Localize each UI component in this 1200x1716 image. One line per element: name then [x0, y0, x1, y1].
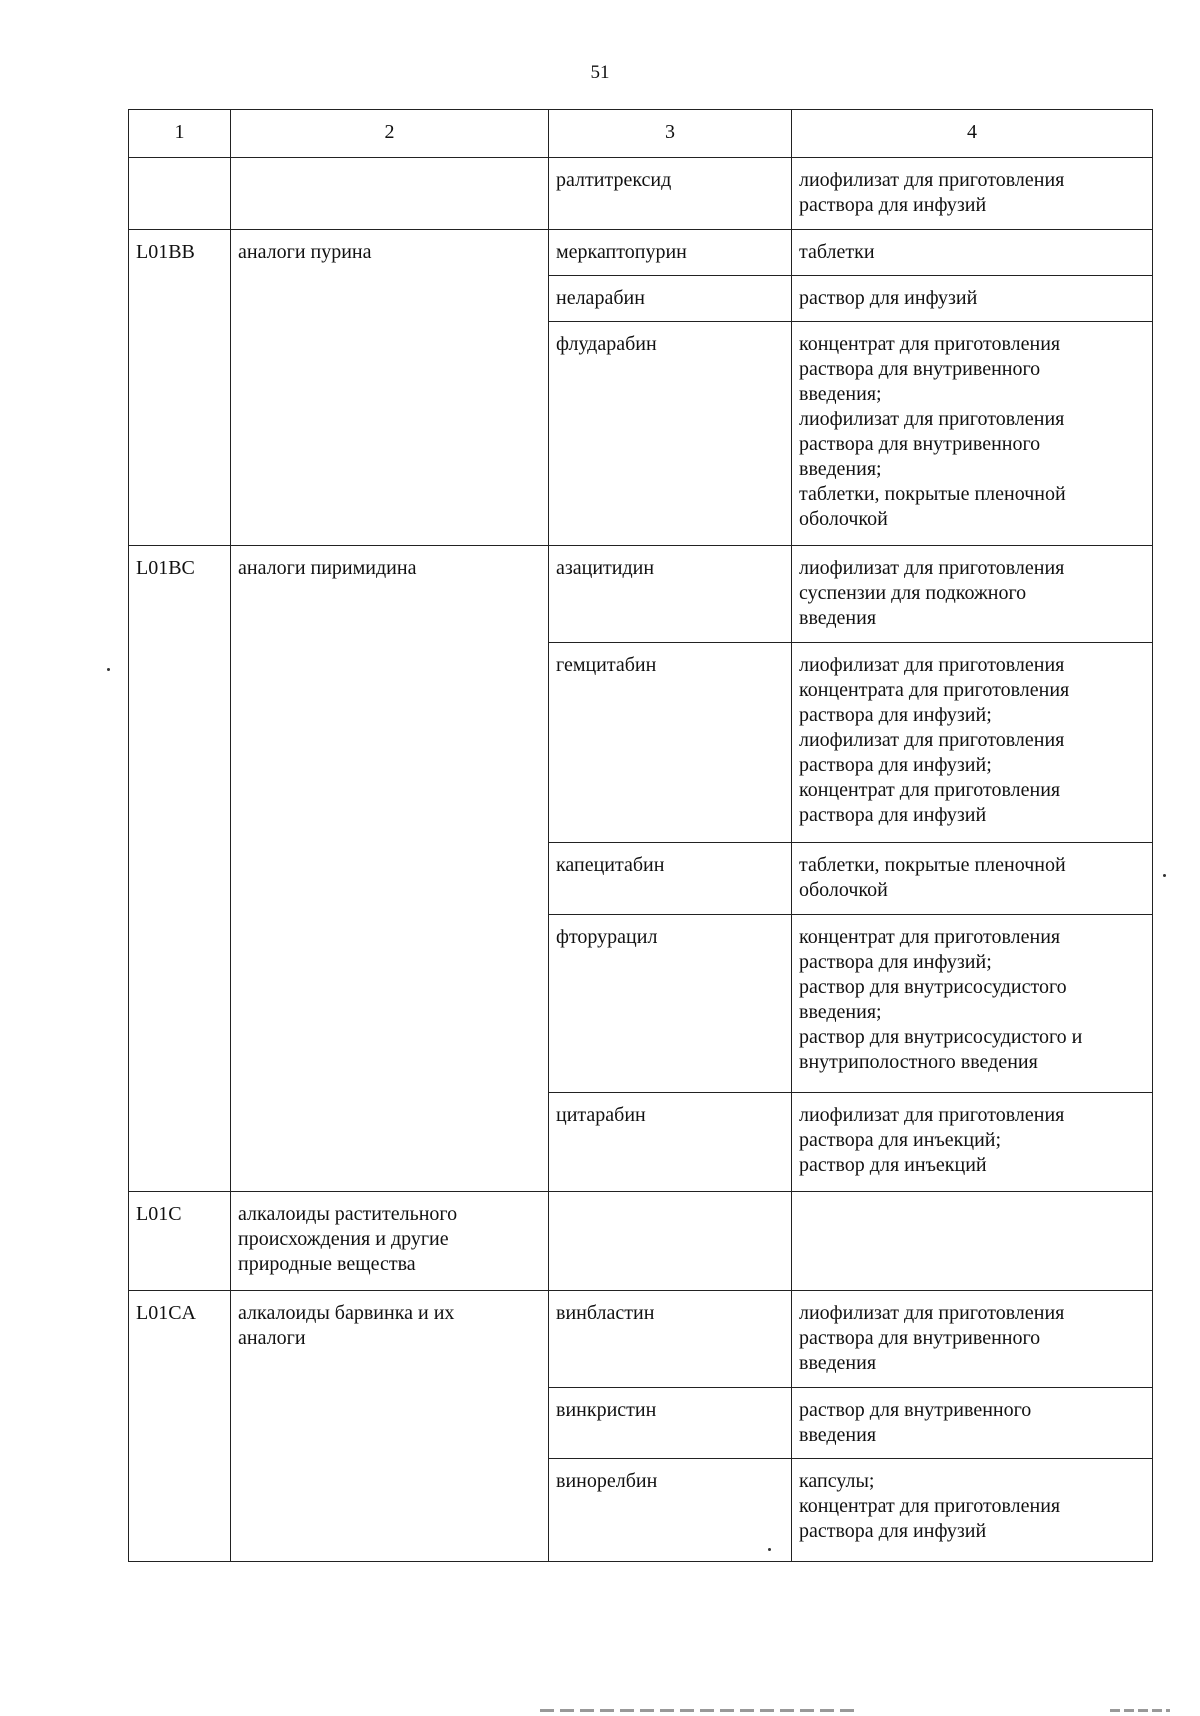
dosage-form-cell: концентрат для приготовления раствора для инфузий; раствор для внутрисосудистого введения; раствор для внутрисосудистого и внутриполостного введения [792, 915, 1153, 1093]
scan-speck [107, 668, 110, 671]
group-name-cell: алкалоиды барвинка и их аналоги [231, 1291, 549, 1562]
table-row [129, 1291, 1153, 1388]
medication-table [128, 109, 1153, 1562]
table-row [129, 546, 1153, 643]
atc-code-cell: L01BC [129, 546, 231, 1192]
drug-name-cell: винбластин [549, 1291, 792, 1388]
dosage-form-cell: лиофилизат для приготовления раствора для внутривенного введения [792, 1291, 1153, 1388]
drug-name-cell: цитарабин [549, 1093, 792, 1192]
header-cell: 4 [792, 110, 1153, 158]
dosage-form-cell: капсулы; концентрат для приготовления раствора для инфузий [792, 1459, 1153, 1562]
scan-speck [1163, 874, 1166, 877]
header-cell: 1 [129, 110, 231, 158]
drug-name-cell: неларабин [549, 276, 792, 322]
dosage-form-cell: таблетки, покрытые пленочной оболочкой [792, 843, 1153, 915]
drug-name-cell: ралтитрексид [549, 158, 792, 230]
drug-name-cell: винорелбин [549, 1459, 792, 1562]
table-header-row [129, 110, 1153, 158]
scan-edge-artifact [540, 1709, 860, 1712]
dosage-form-cell: раствор для инфузий [792, 276, 1153, 322]
drug-name-cell: меркаптопурин [549, 230, 792, 276]
dosage-form-cell [792, 1192, 1153, 1291]
atc-code-cell: L01C [129, 1192, 231, 1291]
dosage-form-cell: концентрат для приготовления раствора для внутривенного введения; лиофилизат для приготовления раствора для внутривенного введения; таблетки, покрытые пленочной оболочкой [792, 322, 1153, 546]
group-name-cell [231, 158, 549, 230]
group-name-cell: аналоги пурина [231, 230, 549, 546]
dosage-form-cell: лиофилизат для приготовления концентрата для приготовления раствора для инфузий; лиофилизат для приготовления раствора для инфузий; концентрат для приготовления раствора для инфузий [792, 643, 1153, 843]
table-row [129, 158, 1153, 230]
drug-name-cell: гемцитабин [549, 643, 792, 843]
drug-name-cell: винкристин [549, 1388, 792, 1459]
drug-name-cell: флударабин [549, 322, 792, 546]
header-cell: 2 [231, 110, 549, 158]
dosage-form-cell: лиофилизат для приготовления раствора для инъекций; раствор для инъекций [792, 1093, 1153, 1192]
dosage-form-cell: раствор для внутривенного введения [792, 1388, 1153, 1459]
header-cell: 3 [549, 110, 792, 158]
group-name-cell: аналоги пиримидина [231, 546, 549, 1192]
table-row [129, 230, 1153, 276]
atc-code-cell: L01BB [129, 230, 231, 546]
dosage-form-cell: таблетки [792, 230, 1153, 276]
drug-name-cell [549, 1192, 792, 1291]
dosage-form-cell: лиофилизат для приготовления раствора для инфузий [792, 158, 1153, 230]
page-number: 51 [590, 62, 610, 83]
atc-code-cell [129, 158, 231, 230]
group-name-cell: алкалоиды растительного происхождения и другие природные вещества [231, 1192, 549, 1291]
scan-speck [768, 1548, 771, 1551]
scan-edge-artifact [1110, 1709, 1170, 1712]
table-row [129, 1192, 1153, 1291]
drug-name-cell: фторурацил [549, 915, 792, 1093]
dosage-form-cell: лиофилизат для приготовления суспензии для подкожного введения [792, 546, 1153, 643]
atc-code-cell: L01CA [129, 1291, 231, 1562]
drug-name-cell: азацитидин [549, 546, 792, 643]
drug-name-cell: капецитабин [549, 843, 792, 915]
